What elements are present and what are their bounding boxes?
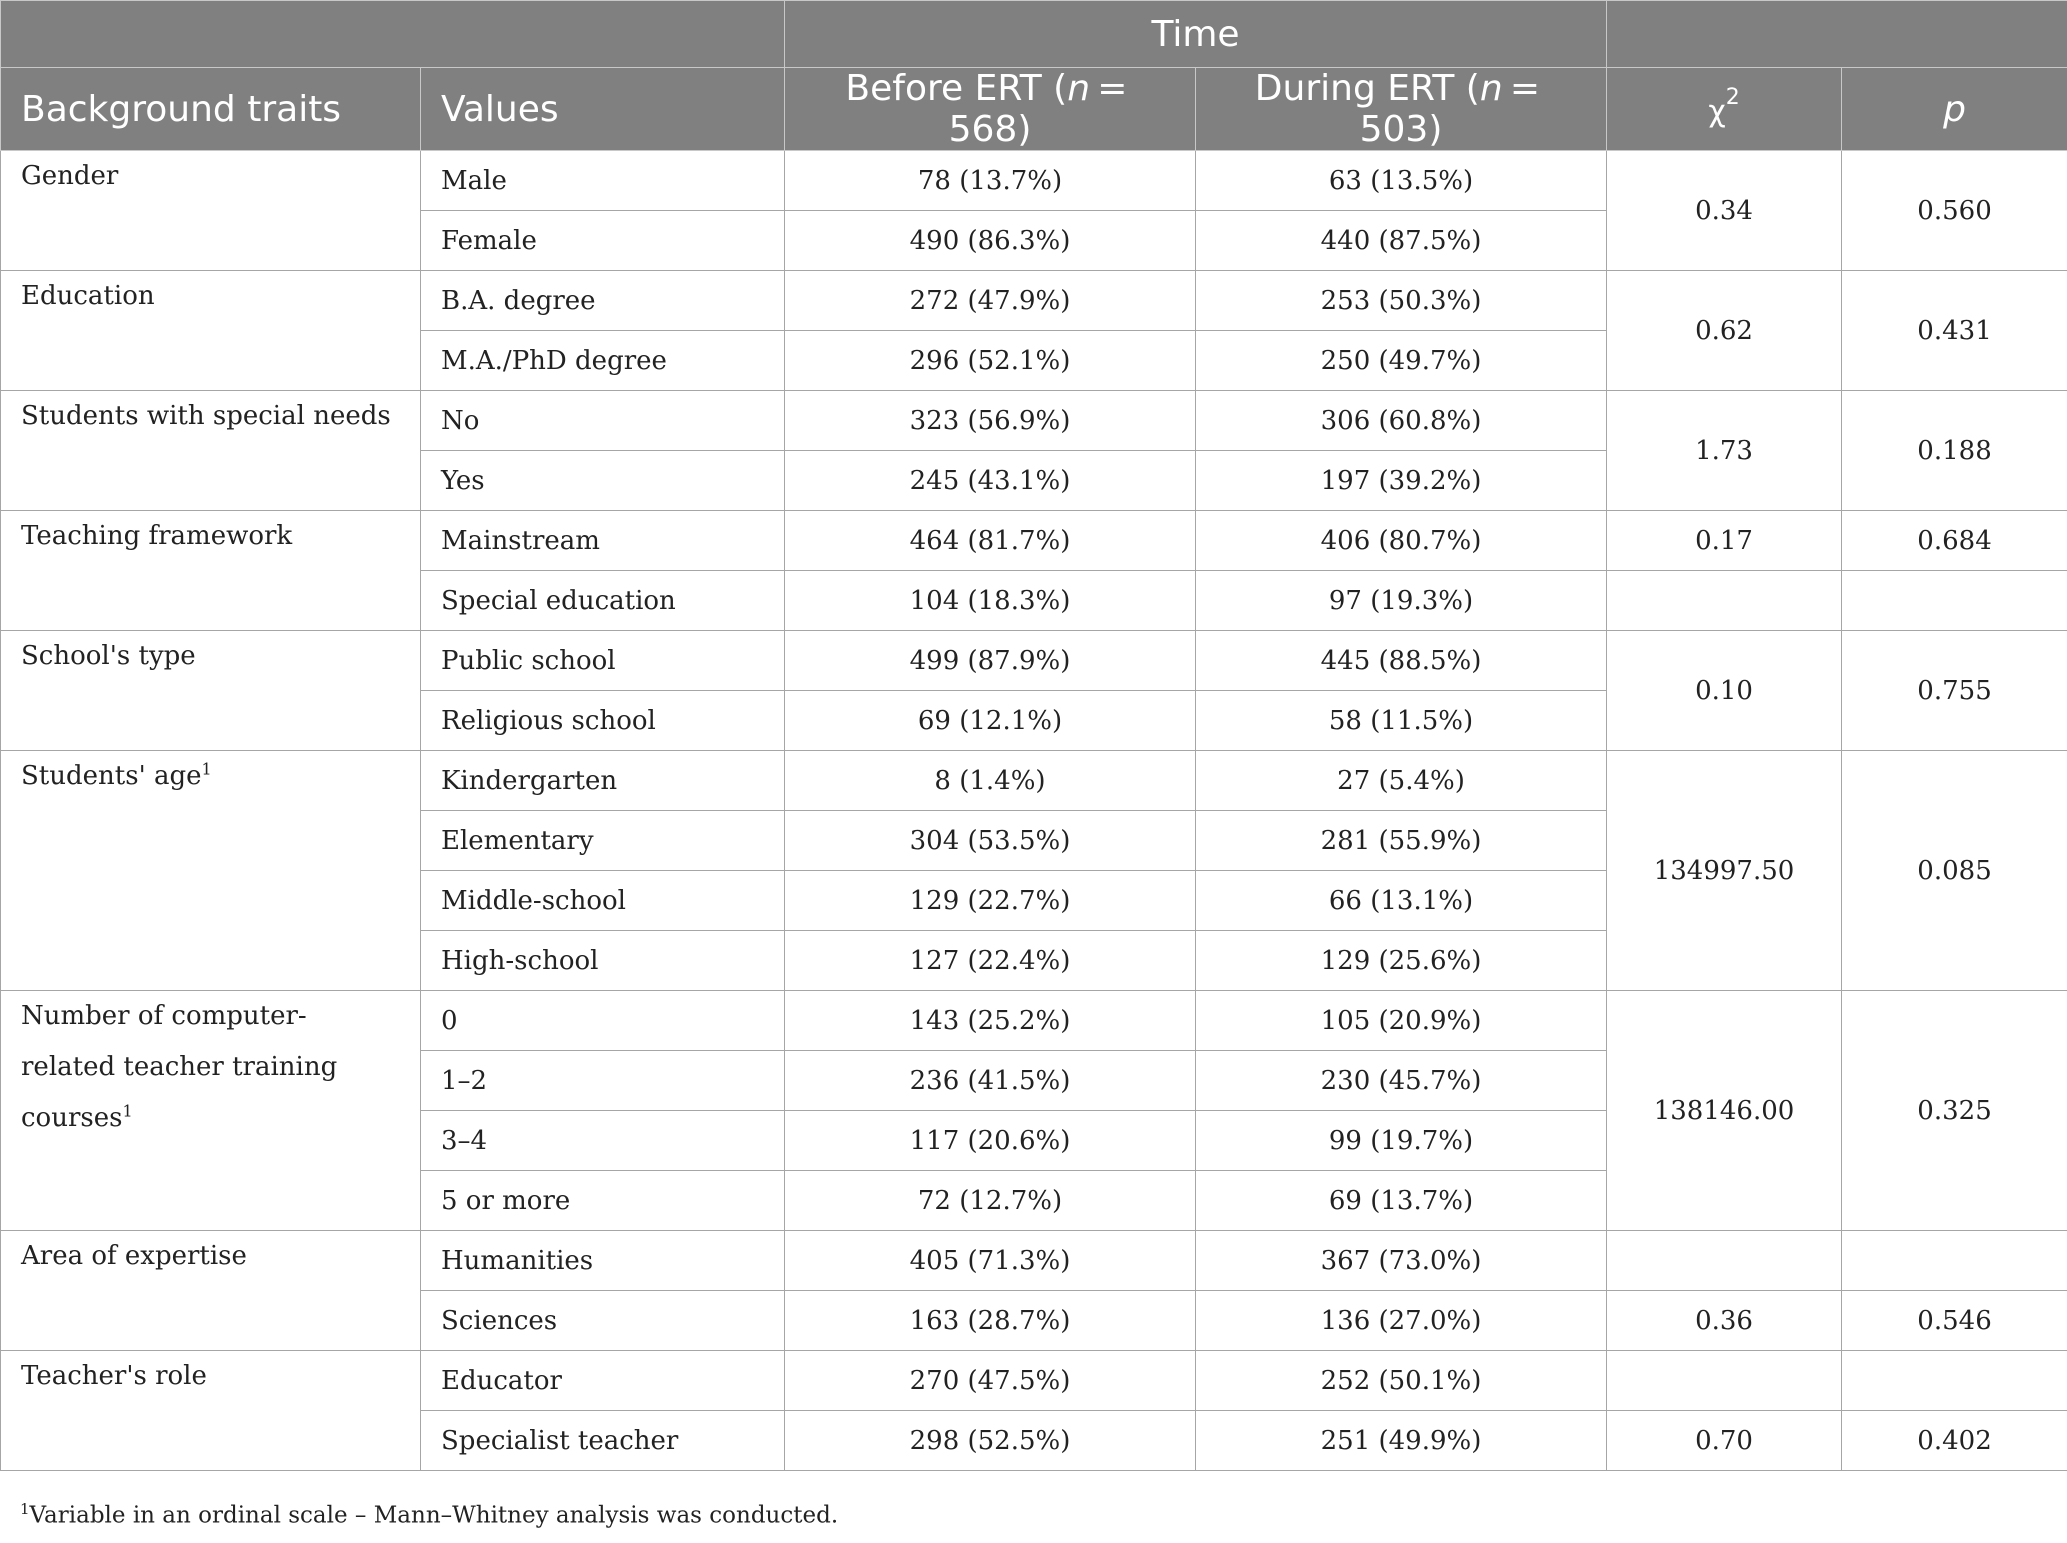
trait-label: Teaching framework — [21, 521, 293, 551]
during-ert-cell: 129 (25.6%) — [1196, 931, 1607, 991]
during-ert-cell: 406 (80.7%) — [1196, 511, 1607, 571]
during-ert-cell: 99 (19.7%) — [1196, 1111, 1607, 1171]
trait-cell — [1, 1231, 421, 1351]
before-ert-cell: 499 (87.9%) — [785, 631, 1196, 691]
during-ert-cell: 250 (49.7%) — [1196, 331, 1607, 391]
trait-cell — [1, 991, 421, 1231]
trait-label: School's type — [21, 641, 196, 671]
table-row — [1, 991, 2067, 1051]
chi-square-cell: 0.36 — [1607, 1291, 1842, 1351]
value-cell: Educator — [421, 1351, 785, 1411]
value-cell: Religious school — [421, 691, 785, 751]
p-value-cell — [1842, 1231, 2067, 1291]
during-ert-cell: 97 (19.3%) — [1196, 571, 1607, 631]
during-ert-cell: 252 (50.1%) — [1196, 1351, 1607, 1411]
trait-label: Teacher's role — [21, 1361, 207, 1391]
before-ert-label: Before ERT (n = 568) — [845, 68, 1135, 150]
before-ert-cell: 163 (28.7%) — [785, 1291, 1196, 1351]
trait-cell — [1, 751, 421, 991]
before-ert-cell: 143 (25.2%) — [785, 991, 1196, 1051]
value-cell: Kindergarten — [421, 751, 785, 811]
p-value-cell: 0.431 — [1842, 271, 2067, 391]
value-cell: Humanities — [421, 1231, 785, 1291]
during-ert-cell: 445 (88.5%) — [1196, 631, 1607, 691]
before-ert-cell: 490 (86.3%) — [785, 211, 1196, 271]
value-cell: Yes — [421, 451, 785, 511]
column-header-p — [1842, 68, 2067, 151]
before-ert-cell: 270 (47.5%) — [785, 1351, 1196, 1411]
p-value-cell: 0.755 — [1842, 631, 2067, 751]
before-ert-cell: 129 (22.7%) — [785, 871, 1196, 931]
during-ert-cell: 69 (13.7%) — [1196, 1171, 1607, 1231]
during-ert-cell: 105 (20.9%) — [1196, 991, 1607, 1051]
during-ert-cell: 230 (45.7%) — [1196, 1051, 1607, 1111]
before-ert-cell: 245 (43.1%) — [785, 451, 1196, 511]
before-ert-cell: 323 (56.9%) — [785, 391, 1196, 451]
chi-square-cell — [1607, 571, 1842, 631]
chi-square-cell: 0.10 — [1607, 631, 1842, 751]
during-ert-cell: 27 (5.4%) — [1196, 751, 1607, 811]
p-value-cell: 0.560 — [1842, 151, 2067, 271]
value-cell: No — [421, 391, 785, 451]
value-cell: 3–4 — [421, 1111, 785, 1171]
trait-label: Students' age$^1$ — [21, 759, 212, 791]
during-ert-cell: 306 (60.8%) — [1196, 391, 1607, 451]
chi-square-label: $\chi^2$ — [1708, 84, 1740, 129]
table-row — [1, 751, 2067, 811]
table-row — [1, 511, 2067, 571]
value-cell: Female — [421, 211, 785, 271]
before-ert-cell: 72 (12.7%) — [785, 1171, 1196, 1231]
p-value-cell: 0.684 — [1842, 511, 2067, 571]
trait-cell — [1, 511, 421, 631]
trait-label: Education — [21, 281, 155, 311]
trait-cell — [1, 391, 421, 511]
chi-square-cell: 0.34 — [1607, 151, 1842, 271]
trait-label: Number of computer-related teacher training courses$^1$ — [21, 1001, 338, 1133]
during-ert-cell: 66 (13.1%) — [1196, 871, 1607, 931]
p-value-cell: 0.325 — [1842, 991, 2067, 1231]
header-time: Time — [785, 1, 1607, 68]
during-ert-cell: 58 (11.5%) — [1196, 691, 1607, 751]
value-cell: Specialist teacher — [421, 1411, 785, 1471]
value-cell: 1–2 — [421, 1051, 785, 1111]
footnote-text: Variable in an ordinal scale – Mann–Whitney analysis was conducted. — [29, 1502, 839, 1529]
value-cell: Special education — [421, 571, 785, 631]
before-ert-cell: 405 (71.3%) — [785, 1231, 1196, 1291]
footnote-marker: 1 — [201, 759, 212, 779]
chi-square-cell: 138146.00 — [1607, 991, 1842, 1231]
before-ert-cell: 298 (52.5%) — [785, 1411, 1196, 1471]
trait-label: Students with special needs — [21, 401, 391, 431]
table-header — [1, 1, 2067, 151]
value-cell: 0 — [421, 991, 785, 1051]
value-cell: Middle-school — [421, 871, 785, 931]
p-value-cell: 0.085 — [1842, 751, 2067, 991]
p-value-cell — [1842, 571, 2067, 631]
trait-cell — [1, 151, 421, 271]
during-ert-cell: 136 (27.0%) — [1196, 1291, 1607, 1351]
value-cell: 5 or more — [421, 1171, 785, 1231]
table-row — [1, 1231, 2067, 1291]
value-cell: B.A. degree — [421, 271, 785, 331]
before-ert-cell: 104 (18.3%) — [785, 571, 1196, 631]
before-ert-cell: 236 (41.5%) — [785, 1051, 1196, 1111]
chi-square-cell: 0.17 — [1607, 511, 1842, 571]
chi-square-cell — [1607, 1231, 1842, 1291]
during-ert-cell: 281 (55.9%) — [1196, 811, 1607, 871]
value-cell: High-school — [421, 931, 785, 991]
footnote-mark: 1 — [20, 1500, 30, 1518]
table-row — [1, 151, 2067, 211]
before-ert-cell: 117 (20.6%) — [785, 1111, 1196, 1171]
trait-cell — [1, 1351, 421, 1471]
trait-cell — [1, 271, 421, 391]
column-header-chi-square — [1607, 68, 1842, 151]
chi-square-cell: 0.62 — [1607, 271, 1842, 391]
value-cell: Sciences — [421, 1291, 785, 1351]
during-ert-cell: 63 (13.5%) — [1196, 151, 1607, 211]
table-footnote — [20, 1500, 838, 1529]
trait-label: Area of expertise — [21, 1241, 247, 1271]
p-value-cell: 0.546 — [1842, 1291, 2067, 1351]
header-row-columns — [1, 68, 2067, 151]
trait-cell — [1, 631, 421, 751]
p-label: p — [1943, 88, 1966, 130]
header-row-time — [1, 1, 2067, 68]
before-ert-cell: 127 (22.4%) — [785, 931, 1196, 991]
before-ert-cell: 8 (1.4%) — [785, 751, 1196, 811]
column-header-background-traits: Background traits — [1, 68, 421, 151]
p-value-cell — [1842, 1351, 2067, 1411]
chi-square-cell: 134997.50 — [1607, 751, 1842, 991]
before-ert-cell: 69 (12.1%) — [785, 691, 1196, 751]
header-blank-right — [1607, 1, 2067, 68]
before-ert-cell: 78 (13.7%) — [785, 151, 1196, 211]
footnote-marker: 1 — [122, 1101, 133, 1121]
chi-square-cell: 1.73 — [1607, 391, 1842, 511]
during-ert-cell: 251 (49.9%) — [1196, 1411, 1607, 1471]
table-row — [1, 391, 2067, 451]
before-ert-cell: 464 (81.7%) — [785, 511, 1196, 571]
column-header-values: Values — [421, 68, 785, 151]
during-ert-cell: 197 (39.2%) — [1196, 451, 1607, 511]
value-cell: Public school — [421, 631, 785, 691]
trait-label: Gender — [21, 161, 119, 191]
during-ert-cell: 253 (50.3%) — [1196, 271, 1607, 331]
header-blank-left — [1, 1, 785, 68]
before-ert-cell: 272 (47.9%) — [785, 271, 1196, 331]
value-cell: Mainstream — [421, 511, 785, 571]
during-ert-label: During ERT (n = 503) — [1254, 68, 1548, 150]
value-cell: M.A./PhD degree — [421, 331, 785, 391]
p-value-cell: 0.188 — [1842, 391, 2067, 511]
before-ert-cell: 304 (53.5%) — [785, 811, 1196, 871]
column-header-during-ert — [1196, 68, 1607, 151]
during-ert-cell: 367 (73.0%) — [1196, 1231, 1607, 1291]
chi-square-cell: 0.70 — [1607, 1411, 1842, 1471]
value-cell: Male — [421, 151, 785, 211]
table-body — [1, 151, 2067, 1471]
chi-square-cell — [1607, 1351, 1842, 1411]
column-header-before-ert — [785, 68, 1196, 151]
table-row — [1, 271, 2067, 331]
p-value-cell: 0.402 — [1842, 1411, 2067, 1471]
before-ert-cell: 296 (52.1%) — [785, 331, 1196, 391]
during-ert-cell: 440 (87.5%) — [1196, 211, 1607, 271]
value-cell: Elementary — [421, 811, 785, 871]
table-row — [1, 1351, 2067, 1411]
table-row — [1, 631, 2067, 691]
